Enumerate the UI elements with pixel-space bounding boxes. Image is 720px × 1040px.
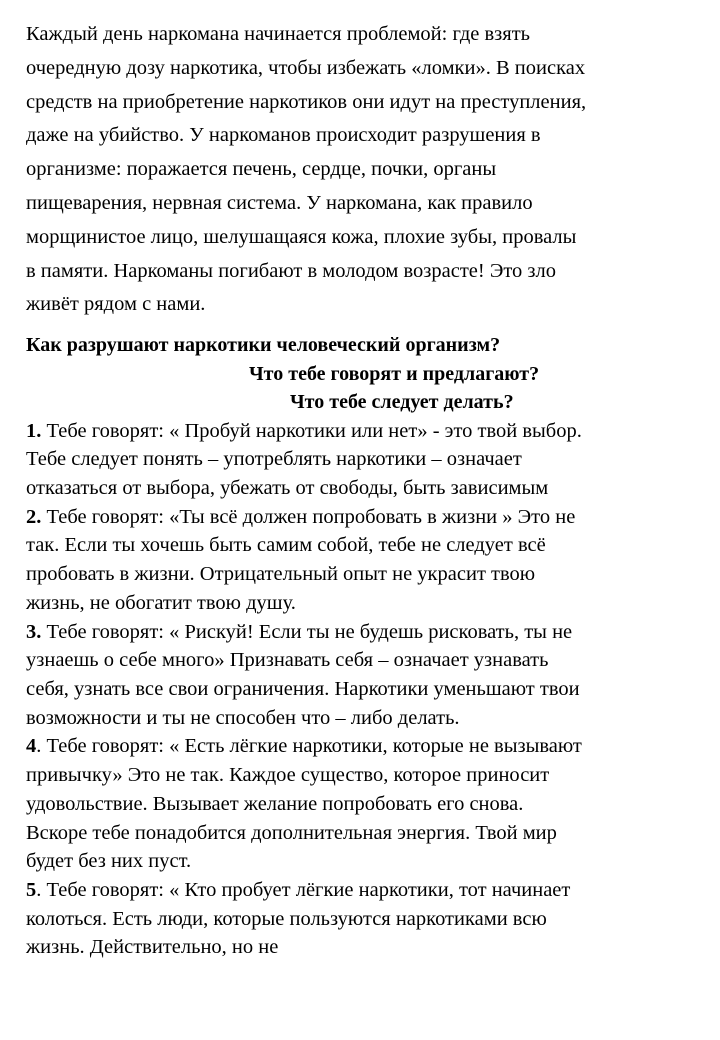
item-line: себя, узнать все свои ограничения. Наркотики уменьшают твои (26, 678, 580, 700)
item-number: 5 (26, 878, 37, 901)
item-number: 3. (26, 620, 42, 643)
document-page (26, 18, 696, 962)
section-headings (26, 331, 696, 417)
item-line (26, 876, 696, 905)
item-line: возможности и ты не способен что – либо делать. (26, 706, 460, 729)
heading-what-to-do: Что тебе следует делать? (290, 391, 514, 414)
item-line (26, 417, 696, 446)
heading-main: Как разрушают наркотики человеческий организм? (26, 334, 501, 357)
item-number: 4 (26, 735, 37, 758)
item-line: узнаешь о себе много» Признавать себя – означает узнавать (26, 649, 549, 672)
item-line: так. Если ты хочешь быть самим собой, тебе не следует всё (26, 534, 546, 557)
item-line: жизнь, не обогатит твою душу. (26, 591, 296, 614)
item-number: 1. (26, 419, 42, 442)
intro-line: организме: поражается печень, сердце, почки, органы (26, 158, 497, 181)
item-line: пробовать в жизни. Отрицательный опыт не украсит твою (26, 563, 536, 586)
list-item (26, 732, 696, 876)
intro-line: пищеварения, нервная система. У наркомана, как правило (26, 191, 533, 214)
intro-line: даже на убийство. У наркоманов происходит разрушения в (26, 124, 541, 147)
item-number: 2. (26, 505, 42, 528)
item-text: Тебе говорят: « Рискуй! Если ты не будешь рисковать, ты не (41, 620, 573, 643)
item-line: жизнь. Действительно, но не (26, 936, 279, 959)
intro-line: очередную дозу наркотика, чтобы избежать «ломки». В поисках (26, 56, 586, 79)
item-line (26, 732, 696, 761)
intro-line: средств на приобретение наркотиков они идут на преступления, (26, 90, 587, 113)
item-line: привычку» Это не так. Каждое существо, которое приносит (26, 764, 550, 787)
item-line: Тебе следует понять – употреблять наркотики – означает (26, 448, 522, 471)
list-item (26, 876, 696, 962)
item-text: . Тебе говорят: « Есть лёгкие наркотики, которые не вызывают (36, 735, 582, 758)
item-line: колоться. Есть люди, которые пользуются наркотиками всю (26, 907, 547, 930)
item-line: отказаться от выбора, убежать от свободы, быть зависимым (26, 477, 549, 500)
intro-paragraph (26, 18, 696, 322)
list-item (26, 503, 696, 618)
list-item (26, 417, 696, 503)
intro-line: живёт рядом с нами. (26, 293, 206, 316)
item-text: . Тебе говорят: « Кто пробует лёгкие наркотики, тот начинает (36, 878, 571, 901)
item-line: Вскоре тебе понадобится дополнительная энергия. Твой мир (26, 821, 557, 844)
item-text: Тебе говорят: « Пробуй наркотики или нет» - это твой выбор. (41, 419, 582, 442)
intro-line: морщинистое лицо, шелушащаяся кожа, плохие зубы, провалы (26, 225, 577, 248)
item-line (26, 503, 696, 532)
advice-list (26, 417, 696, 962)
intro-line: в памяти. Наркоманы погибают в молодом возрасте! Это зло (26, 259, 556, 282)
intro-line: Каждый день наркомана начинается проблемой: где взять (26, 23, 531, 45)
item-line: удовольствие. Вызывает желание попробовать его снова. (26, 792, 524, 815)
list-item (26, 618, 696, 733)
item-text: Тебе говорят: «Ты всё должен попробовать в жизни » Это не (41, 505, 576, 528)
item-line: будет без них пуст. (26, 850, 192, 873)
item-line (26, 618, 696, 647)
heading-what-they-say: Что тебе говорят и предлагают? (249, 362, 540, 385)
